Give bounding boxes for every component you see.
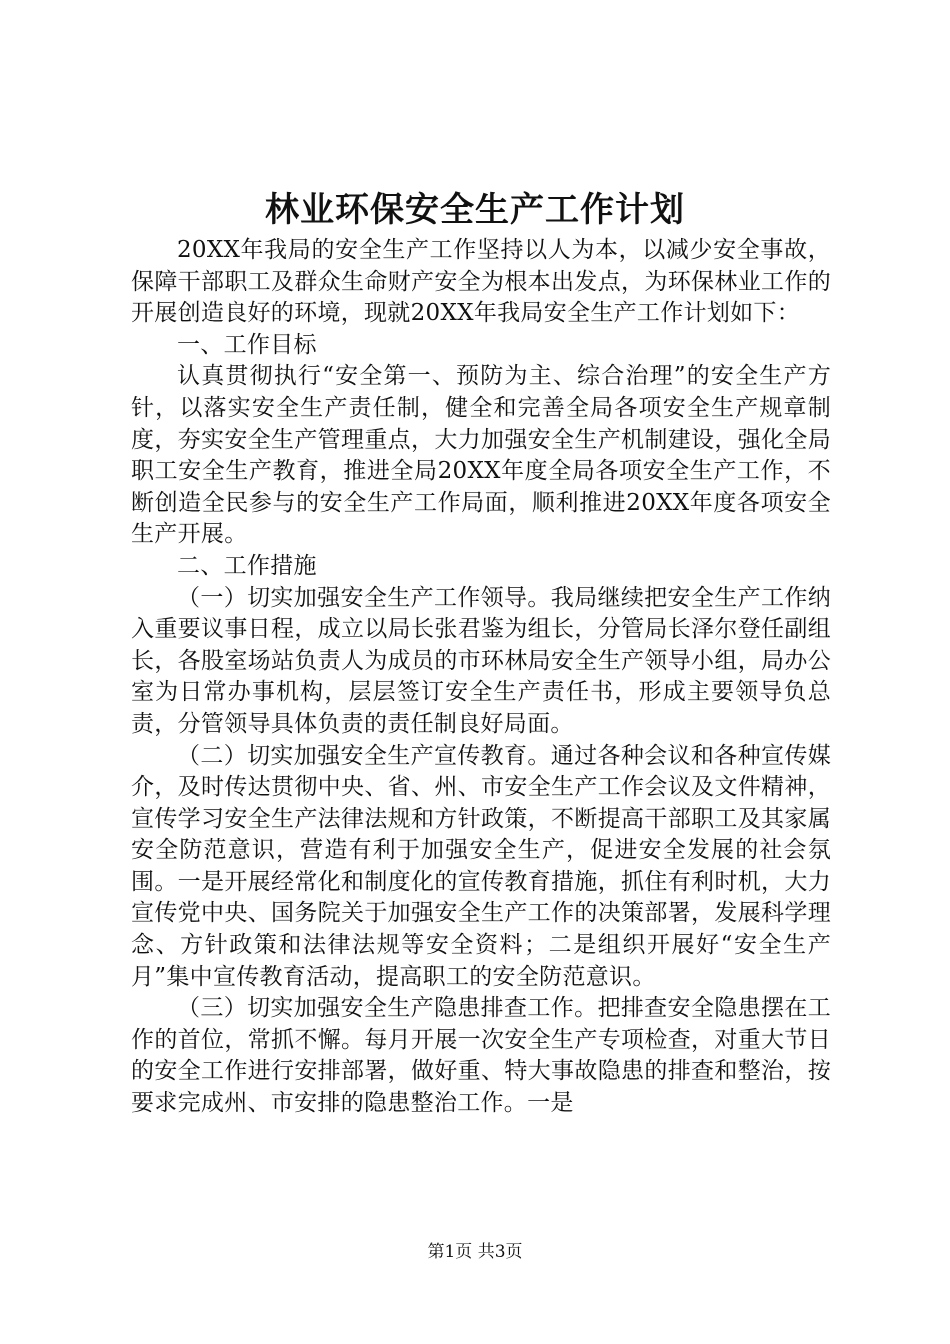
section-heading-goals: 一、工作目标: [177, 331, 317, 358]
document-body: [131, 235, 831, 1120]
measure-paragraph-2: （二）切实加强安全生产宣传教育。通过各种会议和各种宣传媒介，及时传达贯彻中央、省、州、市安全生产工作会议及文件精神，宣传学习安全生产法律法规和方针政策，不断提高干部职工及其家属安全防范意识，营造有利于加强安全生产，促进安全发展的社会氛围。一是开展经常化和制度化的宣传教育措施，抓住有利时机，大力宣传党中央、国务院关于加强安全生产工作的决策部署，发展科学理念、方针政策和法律法规等安全资料；二是组织开展好“安全生产月”集中宣传教育活动，提高职工的安全防范意识。: [131, 742, 831, 990]
goals-paragraph: 认真贯彻执行“安全第一、预防为主、综合治理”的安全生产方针，以落实安全生产责任制，健全和完善全局各项安全生产规章制度，夯实安全生产管理重点，大力加强安全生产机制建设，强化全局职工安全生产教育，推进全局20XX年度全局各项安全生产工作，不断创造全民参与的安全生产工作局面，顺利推进20XX年度各项安全生产开展。: [131, 363, 831, 548]
section-heading-measures: 二、工作措施: [177, 552, 317, 579]
measure-paragraph-1: （一）切实加强安全生产工作领导。我局继续把安全生产工作纳入重要议事日程，成立以局长张君鉴为组长，分管局长泽尔登任副组长，各股室场站负责人为成员的市环林局安全生产领导小组，局办公室为日常办事机构，层层签订安全生产责任书，形成主要领导负总责，分管领导具体负责的责任制良好局面。: [131, 584, 831, 737]
intro-paragraph: 20XX年我局的安全生产工作坚持以人为本，以减少安全事故，保障干部职工及群众生命财产安全为根本出发点，为环保林业工作的开展创造良好的环境，现就20XX年我局安全生产工作计划如下：: [131, 237, 831, 327]
page-number-footer: 第1页 共3页: [427, 1242, 523, 1262]
measure-paragraph-3: （三）切实加强安全生产隐患排查工作。把排查安全隐患摆在工作的首位，常抓不懈。每月开展一次安全生产专项检查，对重大节日的安全工作进行安排部署，做好重、特大事故隐患的排查和整治，按要求完成州、市安排的隐患整治工作。一是: [131, 995, 831, 1117]
document-title: 林业环保安全生产工作计划: [265, 190, 685, 230]
